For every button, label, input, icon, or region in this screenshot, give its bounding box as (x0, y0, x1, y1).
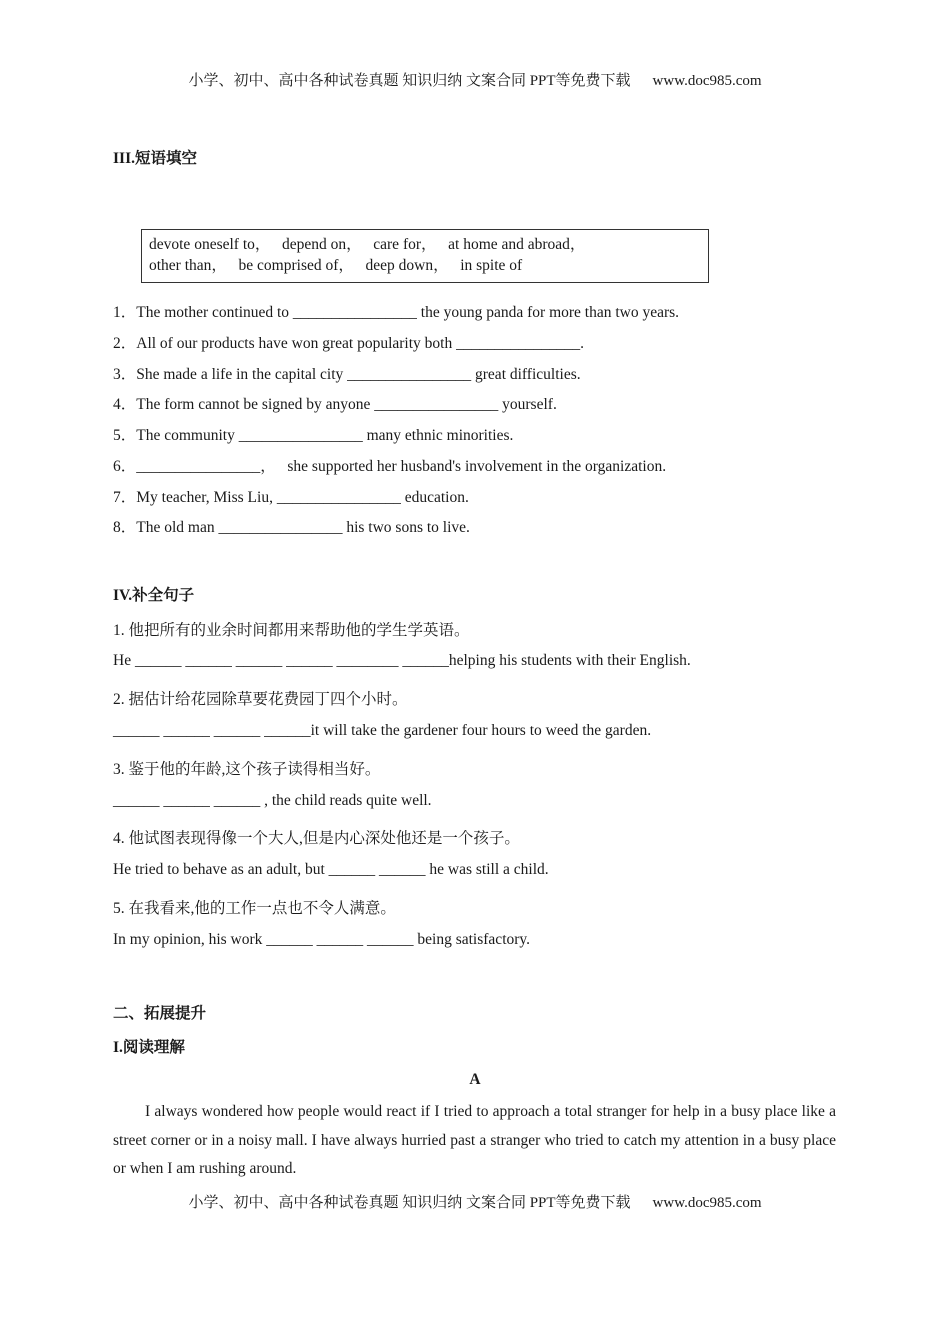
page-footer (0, 1191, 950, 1212)
sentence-blank: In my opinion, his work ______ ______ ______ being satisfactory. (113, 931, 531, 948)
question-item: 4．The form cannot be signed by anyone ________________ yourself. (113, 396, 557, 413)
sentence-blank: He tried to behave as an adult, but ______ ______ he was still a child. (113, 861, 549, 878)
page-header (0, 69, 950, 90)
question-item: 2．All of our products have won great popularity both ________________. (113, 335, 584, 352)
footer-url: www.doc985.com (652, 1195, 762, 1211)
part-title-extension: 二、拓展提升 (113, 1005, 207, 1022)
question-item: 6．________________， she supported her husband's involvement in the organization. (113, 458, 667, 475)
header-text: 小学、初中、高中各种试卷真题 知识归纳 文案合同 PPT等免费下载 (188, 73, 631, 89)
section-title-complete-sentences: IV.补全句子 (113, 587, 195, 604)
chinese-prompt: 3. 鉴于他的年龄,这个孩子读得相当好。 (113, 761, 381, 778)
sentence-blank: ______ ______ ______ ______it will take the gardener four hours to weed the garden. (113, 722, 652, 739)
chinese-prompt: 1. 他把所有的业余时间都用来帮助他的学生学英语。 (113, 622, 470, 639)
chinese-prompt: 2. 据估计给花园除草要花费园丁四个小时。 (113, 691, 408, 708)
chinese-prompt: 4. 他试图表现得像一个大人,但是内心深处他还是一个孩子。 (113, 830, 520, 847)
sentence-blank: ______ ______ ______ , the child reads quite well. (113, 792, 432, 809)
reading-paragraph: I always wondered how people would react if I tried to approach a total stranger for help in a busy place like a street corner or in a noisy mall. I have always hurried past a stranger who tried to catch my attention in a busy place or when I am rushing around. (113, 1103, 836, 1177)
section-title-phrase-fill: III.短语填空 (113, 150, 197, 167)
header-url: www.doc985.com (652, 73, 762, 89)
phrase-bank-line-1: devote oneself to， depend on， care for， at home and abroad， (149, 236, 586, 253)
question-item: 1．The mother continued to ________________ the young panda for more than two years. (113, 304, 680, 321)
phrase-bank-line-2: other than， be comprised of， deep down， in spite of (149, 257, 523, 274)
footer-text: 小学、初中、高中各种试卷真题 知识归纳 文案合同 PPT等免费下载 (188, 1195, 631, 1211)
chinese-prompt: 5. 在我看来,他的工作一点也不令人满意。 (113, 900, 396, 917)
question-item: 3．She made a life in the capital city ________________ great difficulties. (113, 366, 581, 383)
sentence-blank: He ______ ______ ______ ______ ________ ______helping his students with their English. (113, 652, 691, 669)
question-item: 8．The old man ________________ his two sons to live. (113, 519, 470, 536)
passage-label: A (469, 1071, 481, 1088)
section-title-reading: I.阅读理解 (113, 1039, 185, 1056)
question-item: 5．The community ________________ many ethnic minorities. (113, 427, 514, 444)
question-item: 7．My teacher, Miss Liu, ________________ education. (113, 489, 469, 506)
